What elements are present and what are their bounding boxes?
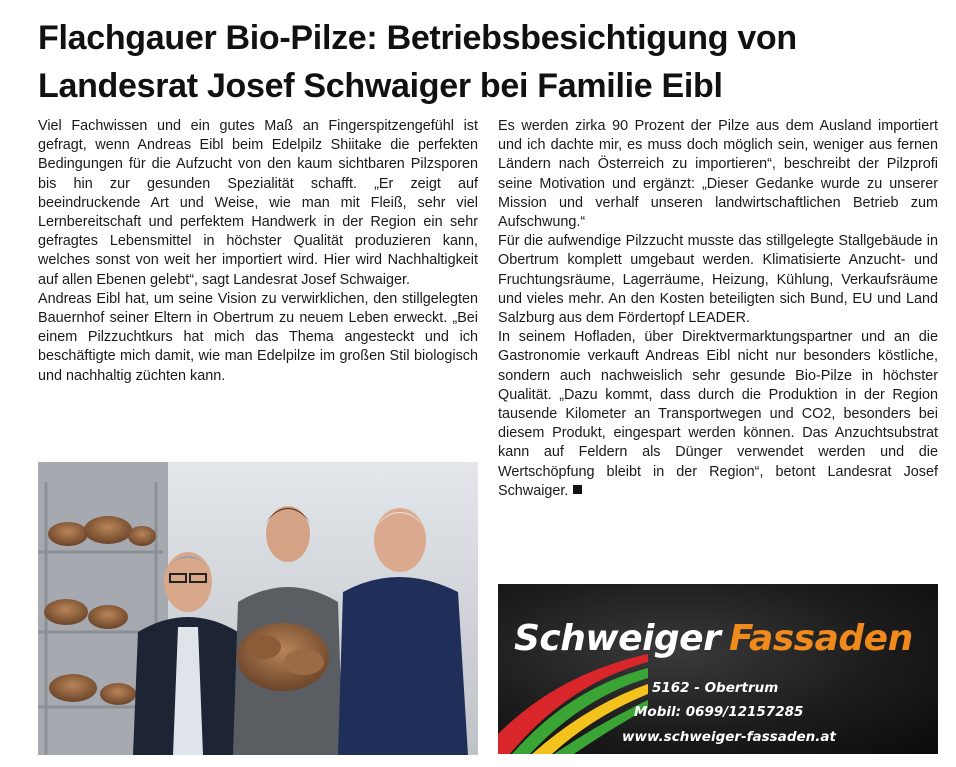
article-photo <box>38 462 478 755</box>
paragraph-last <box>498 328 938 501</box>
ad-phone: Mobil: 0699/12157285 <box>634 704 804 720</box>
article-column-right <box>498 117 938 501</box>
ad-brand-suffix: Fassaden <box>729 618 913 659</box>
headline-line-2: Landesrat Josef Schwaiger bei Familie Eibl <box>38 67 723 105</box>
ad-website-link[interactable]: www.schweiger-fassaden.at <box>622 729 836 745</box>
paragraph: Andreas Eibl hat, um seine Vision zu verwirklichen, den stillgelegten Bauernhof seiner Eltern in Obertrum zu neuem Leben erweckt. „Bei einem Pilzzuchtkurs hat mich das Thema angesteckt und ich beschäftigte mich damit, wie man Edelpilze im großen Stil biologisch und nachhaltig züchten kann. <box>38 290 478 384</box>
photo-three-men-with-mushrooms-icon <box>38 462 478 755</box>
ad-brand-name: Schweiger <box>514 618 721 659</box>
paragraph: Viel Fachwissen und ein gutes Maß an Fingerspitzengefühl ist gefragt, wenn Andreas Eibl beim Edelpilz Shiitake die perfekten Bedingungen für die Aufzucht von den kaum sichtbaren Pilzsporen bis hin zur gesunden Spezialität schafft. „Er zeigt auf beeindruckende Art und Weise, wie man mit Fleiß, sehr viel Lernbereitschaft und perfektem Handwerk in der Region ein sehr gefragtes Lebensmittel in höchster Qualität produzieren kann, welches sonst von weit her importiert wird. Hier wird Nachhaltigkeit auf allen Ebenen gelebt“, sagt Landesrat Josef Schwaiger. <box>38 118 478 288</box>
paragraph: Es werden zirka 90 Prozent der Pilze aus dem Ausland importiert und ich dachte mir, es muss doch möglich sein, weniger aus fernen Ländern nach Österreich zu importieren“, beschreibt der Pilzprofi seine Motivation und ergänzt: „Dieser Gedanke wurde zu unserer Mission und verhalf unseren landwirtschaftlichen Betrieb zum Aufschwung.“ <box>498 118 938 231</box>
article-column-left <box>38 117 478 386</box>
advertisement-banner[interactable] <box>498 584 938 754</box>
article-headline <box>38 14 938 110</box>
headline-line-1: Flachgauer Bio-Pilze: Betriebsbesichtigung von <box>38 19 797 57</box>
paragraph-text: In seinem Hofladen, über Direktvermarktungspartner und an die Gastronomie verkauft Andreas Eibl nicht nur besonders köstliche, sondern auch nachweislich sehr gesunde Bio-Pilze in höchster Qualität. „Dazu kommt, dass durch die Produktion in der Region tausende Kilometer an Transportwegen und CO2, besonders bei diesem Produkt, eingespart werden können. Das Anzuchtsubstrat kann auf Feldern als Dünger verwendet werden und die Wertschöpfung bleibt in der Region“, betont Landesrat Josef Schwaiger. <box>498 329 938 499</box>
ad-address: 5162 - Obertrum <box>652 680 779 696</box>
paragraph: Für die aufwendige Pilzzucht musste das stillgelegte Stallgebäude in Obertrum komplett umgebaut werden. Klimatisierte Anzucht- und Fruchtungsräume, Lagerräume, Heizung, Kühlung, Verkaufsräume und vieles mehr. An den Kosten beteiligten sich Bund, EU und Land Salzburg aus dem Fördertopf LEADER. <box>498 233 938 327</box>
article-end-mark-icon <box>573 485 582 494</box>
